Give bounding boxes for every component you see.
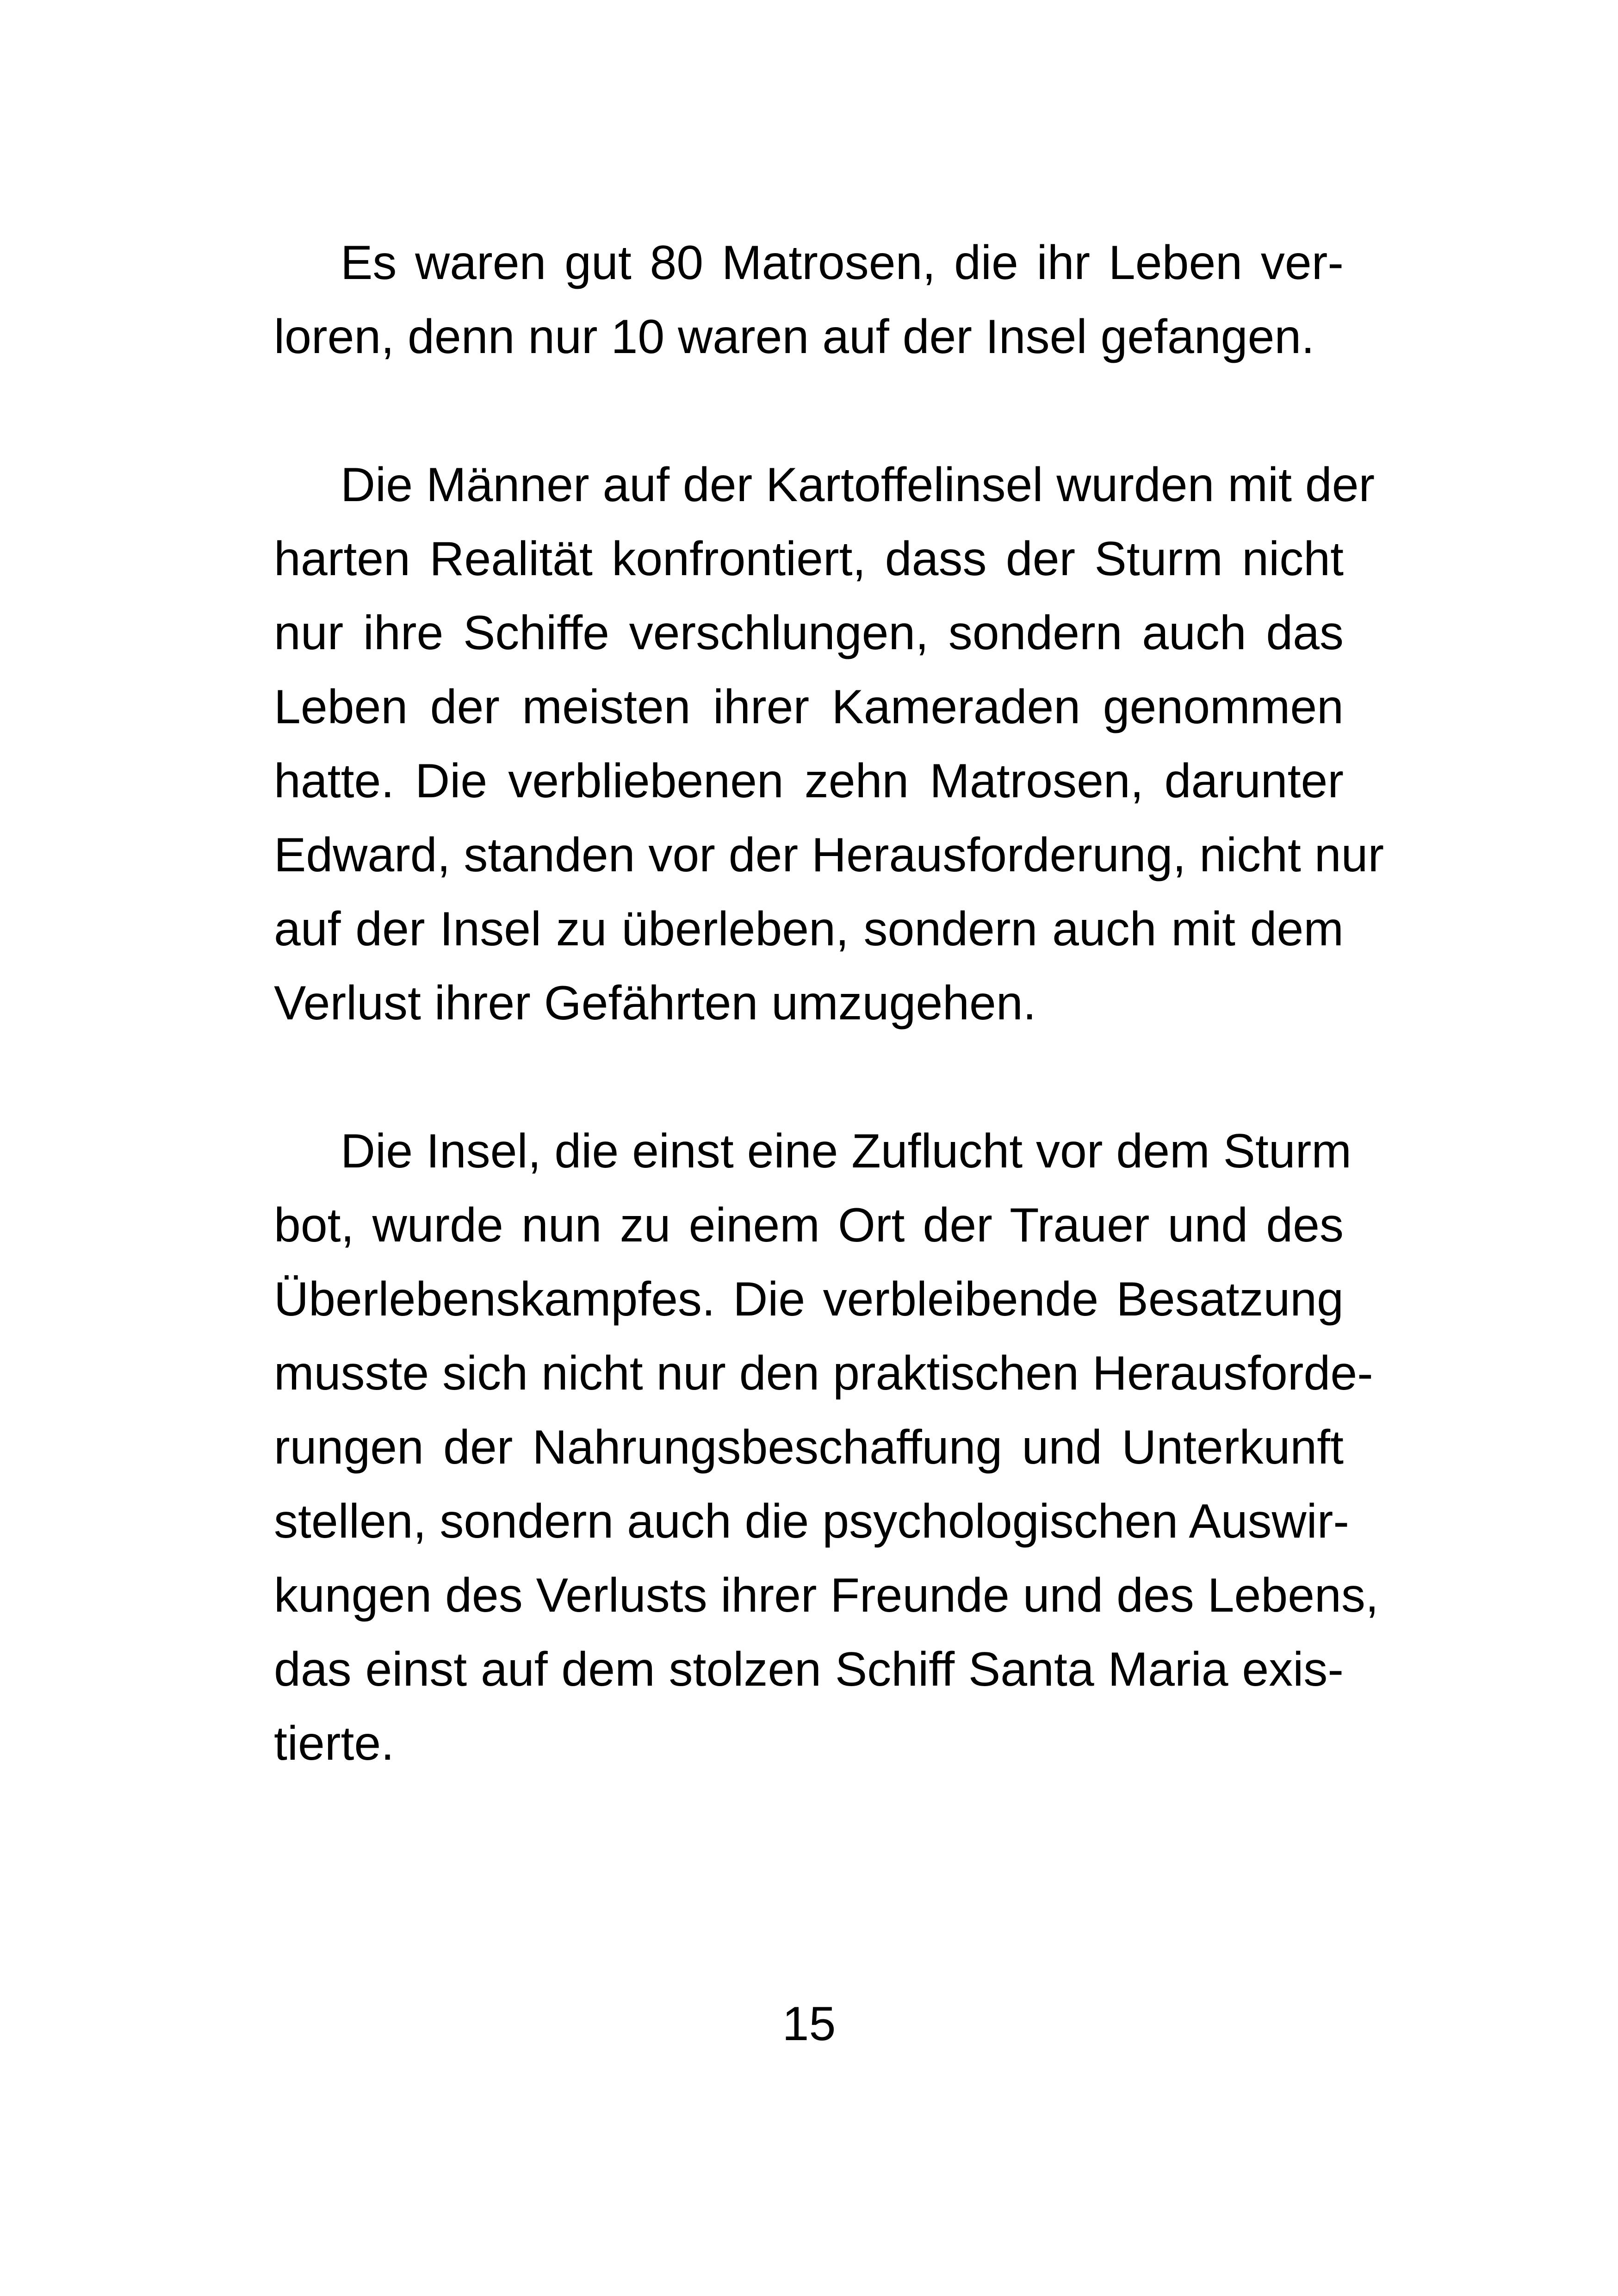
text-line: bot, wurde nun zu einem Ort der Trauer und des	[274, 1198, 1344, 1252]
text-line: musste sich nicht nur den praktischen Herausforde-	[274, 1347, 1373, 1400]
text-line: loren, denn nur 10 waren auf der Insel gefangen.	[274, 310, 1315, 364]
body-text	[274, 226, 1384, 1781]
paragraph-gap	[274, 1040, 1344, 1114]
paragraph-2	[274, 448, 1384, 1040]
text-line: tierte.	[274, 1717, 395, 1770]
text-line: auf der Insel zu überleben, sondern auch mit dem	[274, 902, 1344, 956]
text-line: Die Männer auf der Kartoffelinsel wurden mit der	[341, 458, 1375, 512]
text-line: rungen der Nahrungsbeschaffung und Unterkunft	[274, 1421, 1344, 1474]
text-line: harten Realität konfrontiert, dass der Sturm nicht	[274, 532, 1344, 586]
text-line: Die Insel, die einst eine Zuflucht vor dem Sturm	[341, 1124, 1351, 1178]
text-line: das einst auf dem stolzen Schiff Santa Maria exis-	[274, 1643, 1344, 1696]
text-line: Verlust ihrer Gefährten umzugehen.	[274, 976, 1036, 1030]
page-number: 15	[782, 1997, 836, 2051]
text-line: hatte. Die verbliebenen zehn Matrosen, darunter	[274, 754, 1344, 808]
text-line: kungen des Verlusts ihrer Freunde und des Lebens,	[274, 1569, 1379, 1622]
paragraph-gap	[274, 374, 1344, 448]
paragraph-3	[274, 1114, 1379, 1781]
text-line: Es waren gut 80 Matrosen, die ihr Leben ver-	[341, 236, 1344, 290]
text-line: stellen, sondern auch die psychologischen Auswir-	[274, 1495, 1350, 1548]
paragraph-1	[274, 226, 1344, 374]
text-line: Edward, standen vor der Herausforderung, nicht nur	[274, 828, 1384, 882]
text-line: nur ihre Schiffe verschlungen, sondern auch das	[274, 606, 1344, 660]
text-line: Überlebenskampfes. Die verbleibende Besatzung	[274, 1272, 1344, 1326]
text-line: Leben der meisten ihrer Kameraden genommen	[274, 680, 1344, 734]
